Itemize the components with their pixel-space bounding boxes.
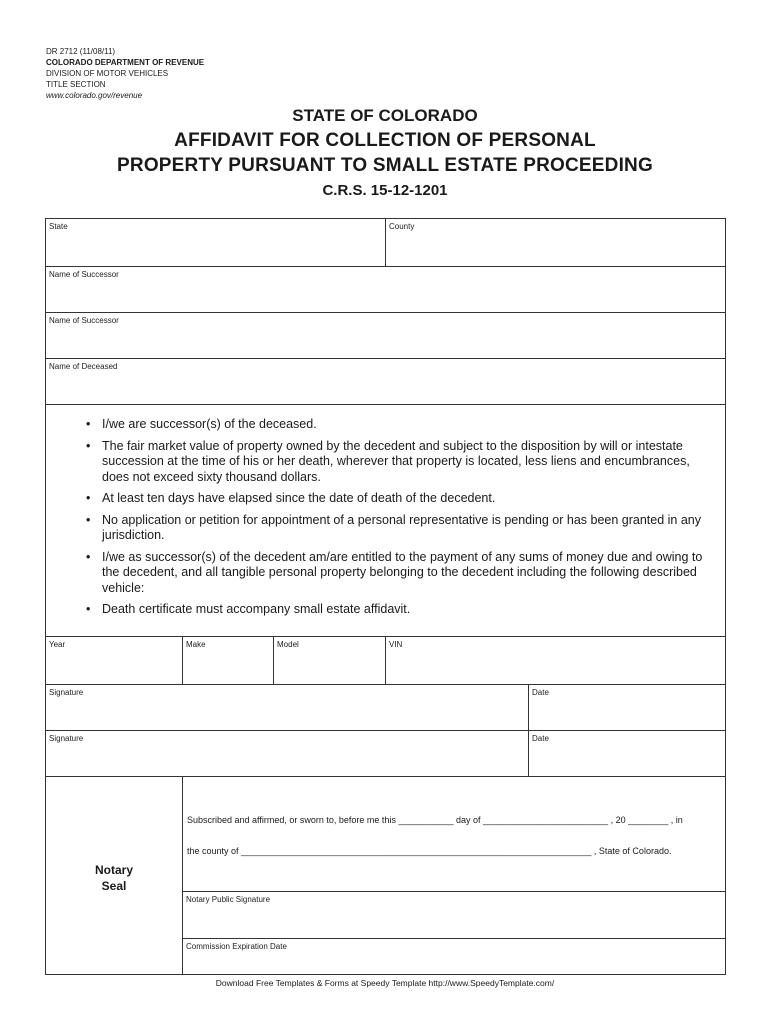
form-id: DR 2712 (11/08/11) <box>46 47 116 56</box>
notary-seal-label-2: Seal <box>101 879 127 893</box>
successor-2-field[interactable] <box>46 313 725 359</box>
form-title <box>0 128 770 178</box>
year-field[interactable] <box>46 637 182 684</box>
state-field[interactable] <box>46 219 385 266</box>
statements-section <box>46 405 725 637</box>
make-field[interactable] <box>182 637 273 684</box>
notary-seal-label-1: Notary <box>94 863 133 877</box>
statement-item: • I/we are successor(s) of the deceased. <box>86 417 716 433</box>
signature-row-1 <box>46 685 725 731</box>
statement-item: • The fair market value of property owned by the decedent and subject to the disposition by will or intestate succession at the time of his or her death, wherever that property is located, less liens and encumbrances, does not exceed sixty thousand dollars. <box>86 439 716 486</box>
vehicle-row <box>46 637 725 685</box>
date-2-label: Date <box>532 734 549 743</box>
signature-2-label: Signature <box>49 734 84 743</box>
notary-block <box>46 777 725 974</box>
division-name: DIVISION OF MOTOR VEHICLES <box>46 69 169 78</box>
sworn-statement: Subscribed and affirmed, or sworn to, before me this ___________ day of _________________________ , 20 ________ , in <box>187 815 683 825</box>
notary-signature-label: Notary Public Signature <box>186 895 271 904</box>
vin-field[interactable] <box>385 637 725 684</box>
date-2-field[interactable] <box>528 731 725 776</box>
date-1-label: Date <box>532 688 549 697</box>
state-county-row <box>46 219 725 267</box>
successor-1-label: Name of Successor <box>49 270 119 279</box>
model-label: Model <box>277 640 299 649</box>
form-title-line2: PROPERTY PURSUANT TO SMALL ESTATE PROCEEDING <box>117 155 653 176</box>
commission-expiration-field[interactable] <box>183 939 725 974</box>
state-label: State <box>49 222 68 231</box>
deceased-label: Name of Deceased <box>49 362 118 371</box>
affidavit-form <box>45 218 726 975</box>
signature-row-2 <box>46 731 725 777</box>
county-label: County <box>389 222 415 231</box>
statements-list <box>86 417 716 624</box>
model-field[interactable] <box>273 637 385 684</box>
date-1-field[interactable] <box>528 685 725 730</box>
year-label: Year <box>49 640 66 649</box>
make-label: Make <box>186 640 206 649</box>
department-name: COLORADO DEPARTMENT OF REVENUE <box>46 58 205 67</box>
notary-statement-area <box>183 777 725 892</box>
vin-label: VIN <box>389 640 403 649</box>
state-title: STATE OF COLORADO <box>292 106 478 125</box>
notary-seal-area <box>46 862 182 894</box>
statute-reference: C.R.S. 15-12-1201 <box>322 182 448 199</box>
form-title-line1: AFFIDAVIT FOR COLLECTION OF PERSONAL <box>174 130 596 151</box>
section-name: TITLE SECTION <box>46 80 106 89</box>
deceased-field[interactable] <box>46 359 725 405</box>
county-statement: the county of ______________________________________________________________________ , State of Colorado. <box>187 846 672 856</box>
form-header <box>46 46 204 101</box>
website-text: www.colorado.gov/revenue <box>46 91 143 100</box>
signature-1-field[interactable] <box>46 685 528 730</box>
statement-item: • Death certificate must accompany small estate affidavit. <box>86 602 716 618</box>
signature-1-label: Signature <box>49 688 84 697</box>
notary-signature-field[interactable] <box>183 892 725 939</box>
successor-2-label: Name of Successor <box>49 316 119 325</box>
footer-text: Download Free Templates & Forms at Speedy Template http://www.SpeedyTemplate.com/ <box>215 978 555 988</box>
commission-expiration-label: Commission Expiration Date <box>186 942 287 951</box>
signature-2-field[interactable] <box>46 731 528 776</box>
statement-item: • I/we as successor(s) of the decedent am/are entitled to the payment of any sums of money due and owing to the decedent, and all tangible personal property belonging to the decedent including the following described vehicle: <box>86 550 716 597</box>
statement-item: • No application or petition for appointment of a personal representative is pending or has been granted in any jurisdiction. <box>86 513 716 544</box>
county-field[interactable] <box>385 219 725 266</box>
successor-1-field[interactable] <box>46 267 725 313</box>
statement-item: • At least ten days have elapsed since the date of death of the decedent. <box>86 491 716 507</box>
